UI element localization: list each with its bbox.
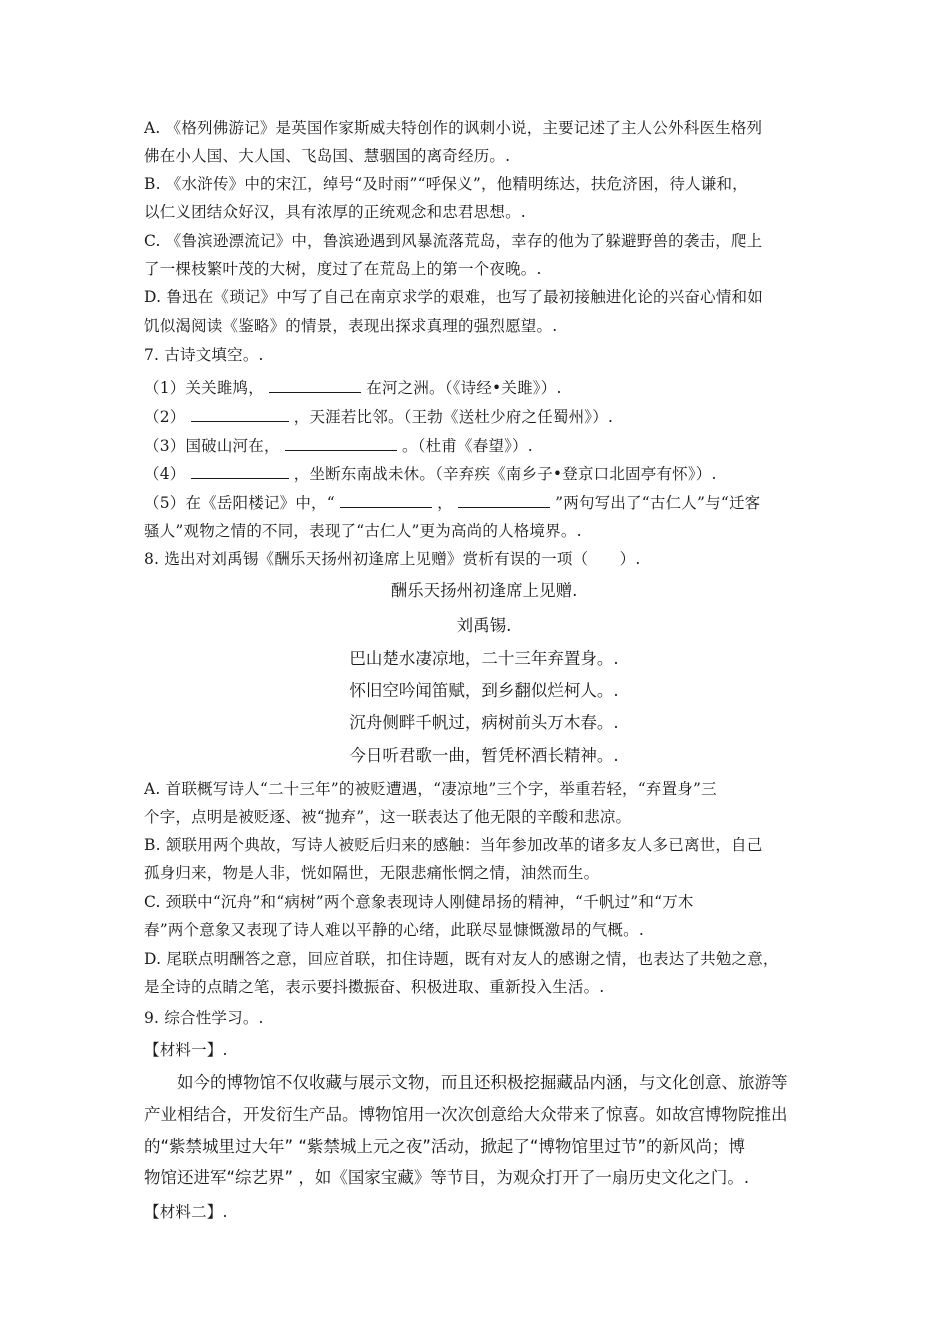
q7-item-5 (144, 492, 824, 513)
q7-item-3-blank[interactable] (285, 435, 397, 451)
q7-item-5-pre: （5）在《岳阳楼记》中，“ (144, 494, 335, 512)
q7-item-3-post: 。（杜甫《春望》）. (401, 437, 533, 455)
material-2-label: 【材料二】. (144, 1203, 228, 1221)
q7-item-4 (144, 463, 824, 484)
poem-line-4: 今日听君歌一曲，暂凭杯酒长精神。. (349, 746, 619, 765)
q7-item-1 (144, 377, 824, 398)
q8-option-d-line1: D. 尾联点明酬答之意，回应首联，扣住诗题，既有对友人的感谢之情，也表达了共勉之意， (144, 950, 779, 968)
q7-item-5-post: ”两句写出了“古仁人”与“迁客 (555, 494, 761, 512)
q8-option-c-line1: C. 颈联中“沉舟”和“病树”两个意象表现诗人刚健昂扬的精神，“千帆过”和“万木 (144, 893, 694, 911)
poem-title: 酬乐天扬州初逢席上见赠. (390, 581, 578, 600)
material-1-label: 【材料一】. (144, 1041, 228, 1059)
material-1-line-4: 物馆还进军“综艺界” ，如《国家宝藏》等节目，为观众打开了一扇历史文化之门。. (144, 1168, 750, 1187)
q7-item-1-post: 在河之洲。（《诗经•关雎》）. (366, 379, 562, 397)
q6-option-d-line2: 饥似渴阅读《鉴略》的情景，表现出探求真理的强烈愿望。. (144, 317, 558, 335)
q7-item-1-pre: （1）关关雎鸠， (144, 379, 264, 397)
material-1-line-3: 的“紫禁城里过大年” “紫禁城上元之夜”活动，掀起了“博物馆里过节”的新风尚；博 (144, 1137, 746, 1156)
q7-item-5-mid: ， (437, 494, 453, 512)
q7-item-5-blank-b[interactable] (458, 492, 550, 508)
q6-option-a-line2: 佛在小人国、大人国、飞岛国、慧骃国的离奇经历。. (144, 147, 511, 165)
q6-option-b-line2: 以仁义团结众好汉，具有浓厚的正统观念和忠君思想。. (144, 203, 526, 221)
poem-line-1: 巴山楚水凄凉地，二十三年弃置身。. (349, 649, 619, 668)
q7-item-2-blank[interactable] (191, 406, 289, 422)
q7-item-3-pre: （3）国破山河在， (144, 437, 280, 455)
q7-item-2 (144, 406, 824, 427)
q6-option-d-line1: D. 鲁迅在《琐记》中写了自己在南京求学的艰难，也写了最初接触进化论的兴奋心情和如 (144, 288, 763, 306)
poem-line-3: 沉舟侧畔千帆过，病树前头万木春。. (349, 713, 619, 732)
poem-line-2: 怀旧空吟闻笛赋，到乡翻似烂柯人。. (349, 681, 619, 700)
q9-title: 9. 综合性学习。. (144, 1009, 264, 1027)
q7-item-5-line2: 骚人”观物之情的不同，表现了“古仁人”更为高尚的人格境界。. (144, 522, 582, 540)
poem-author: 刘禹锡. (456, 616, 512, 635)
q7-title: 7. 古诗文填空。. (144, 346, 264, 364)
q8-option-b-line2: 孤身归来，物是人非，恍如隔世，无限悲痛怅惘之情，油然而生。 (144, 864, 600, 882)
q7-item-5-blank-a[interactable] (340, 492, 432, 508)
q7-item-4-post: ，坐断东南战未休。（辛弃疾《南乡子•登京口北固亭有怀》）. (293, 465, 717, 483)
material-1-line-2: 产业相结合，开发衍生产品。博物馆用一次次创意给大众带来了惊喜。如故宫博物院推出 (144, 1105, 788, 1124)
q6-option-a-line1: A. 《格列佛游记》是英国作家斯威夫特创作的讽刺小说，主要记述了主人公外科医生格列 (144, 119, 763, 137)
q7-item-1-blank[interactable] (269, 377, 361, 393)
q8-option-a-line2: 个字，点明是被贬逐、被“抛弃”，这一联表达了他无限的辛酸和悲凉。 (144, 808, 632, 826)
q7-item-2-pre: （2） (144, 408, 186, 426)
material-1-line-1: 如今的博物馆不仅收藏与展示文物，而且还积极挖掘藏品内涵，与文化创意、旅游等 (144, 1073, 788, 1092)
q7-item-4-pre: （4） (144, 465, 186, 483)
q6-option-c-line2: 了一棵枝繁叶茂的大树，度过了在荒岛上的第一个夜晚。. (144, 260, 542, 278)
q7-item-3 (144, 435, 824, 456)
q8-option-b-line1: B. 颔联用两个典故，写诗人被贬后归来的感触：当年参加改革的诸多友人多已离世，自己 (144, 836, 763, 854)
q8-option-c-line2: 春”两个意象又表现了诗人难以平静的心绪，此联尽显慷慨激昂的气概。. (144, 921, 644, 939)
q7-item-4-blank[interactable] (191, 463, 289, 479)
q6-option-c-line1: C. 《鲁滨逊漂流记》中，鲁滨逊遇到风暴流落荒岛，幸存的他为了躲避野兽的袭击，爬上 (144, 232, 763, 250)
q8-option-d-line2: 是全诗的点睛之笔，表示要抖擞振奋、积极进取、重新投入生活。. (144, 978, 605, 996)
q8-option-a-line1: A. 首联概写诗人“二十三年”的被贬遭遇，“凄凉地”三个字，举重若轻，“弃置身”三 (144, 780, 717, 798)
q7-item-2-post: ，天涯若比邻。（王勃《送杜少府之任蜀州》）. (293, 408, 614, 426)
q8-title: 8. 选出对刘禹锡《酬乐天扬州初逢席上见赠》赏析有误的一项（ ）. (144, 550, 641, 568)
q6-option-b-line1: B. 《水浒传》中的宋江，绰号“及时雨”“呼保义”，他精明练达，扶危济困，待人谦和， (144, 175, 748, 193)
